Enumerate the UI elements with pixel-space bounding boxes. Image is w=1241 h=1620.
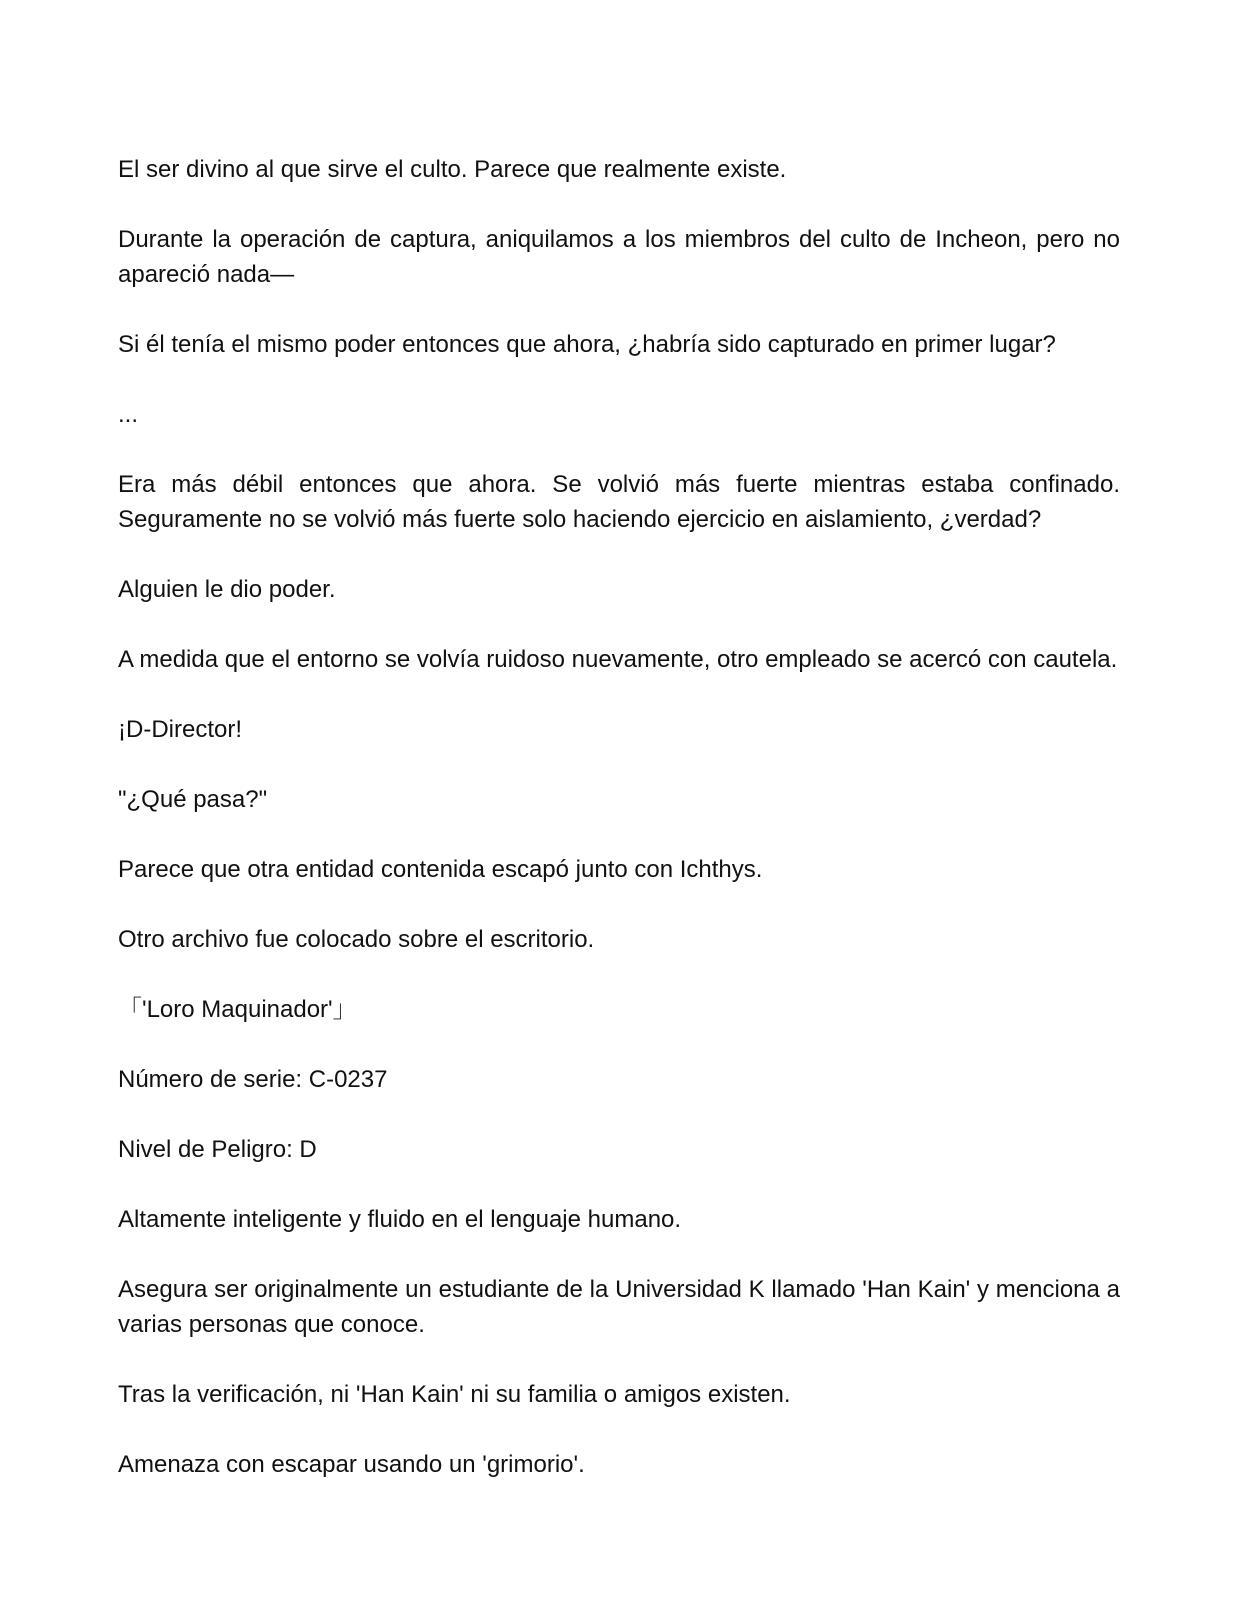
file-description: Altamente inteligente y fluido en el lenguaje humano.	[118, 1206, 682, 1233]
paragraph: A medida que el entorno se volvía ruidoso nuevamente, otro empleado se acercó con cautela.	[118, 646, 1118, 673]
file-description: Asegura ser originalmente un estudiante de la Universidad K llamado 'Han Kain' y menciona a varias personas que conoce.	[118, 1276, 1120, 1338]
ellipsis-paragraph: ...	[118, 401, 139, 428]
paragraph: El ser divino al que sirve el culto. Parece que realmente existe.	[118, 156, 787, 183]
paragraph: Alguien le dio poder.	[118, 576, 336, 603]
file-description: Amenaza con escapar usando un 'grimorio'.	[118, 1451, 585, 1478]
paragraph: Era más débil entonces que ahora. Se volvió más fuerte mientras estaba confinado. Seguramente no se volvió más fuerte solo haciendo ejercicio en aislamiento, ¿verdad?	[118, 471, 1120, 533]
file-danger-level: Nivel de Peligro: D	[118, 1136, 317, 1163]
file-title: 「'Loro Maquinador'」	[118, 996, 357, 1023]
file-serial-number: Número de serie: C-0237	[118, 1066, 388, 1093]
file-description: Tras la verificación, ni 'Han Kain' ni su familia o amigos existen.	[118, 1381, 791, 1408]
document-page	[118, 152, 1120, 1482]
paragraph: Parece que otra entidad contenida escapó junto con Ichthys.	[118, 856, 763, 883]
paragraph: Durante la operación de captura, aniquilamos a los miembros del culto de Incheon, pero no apareció nada—	[118, 226, 1120, 288]
paragraph: Si él tenía el mismo poder entonces que ahora, ¿habría sido capturado en primer lugar?	[118, 331, 1056, 358]
dialogue-line: "¿Qué pasa?"	[118, 786, 268, 813]
paragraph: Otro archivo fue colocado sobre el escritorio.	[118, 926, 595, 953]
dialogue-line: ¡D-Director!	[118, 716, 242, 743]
